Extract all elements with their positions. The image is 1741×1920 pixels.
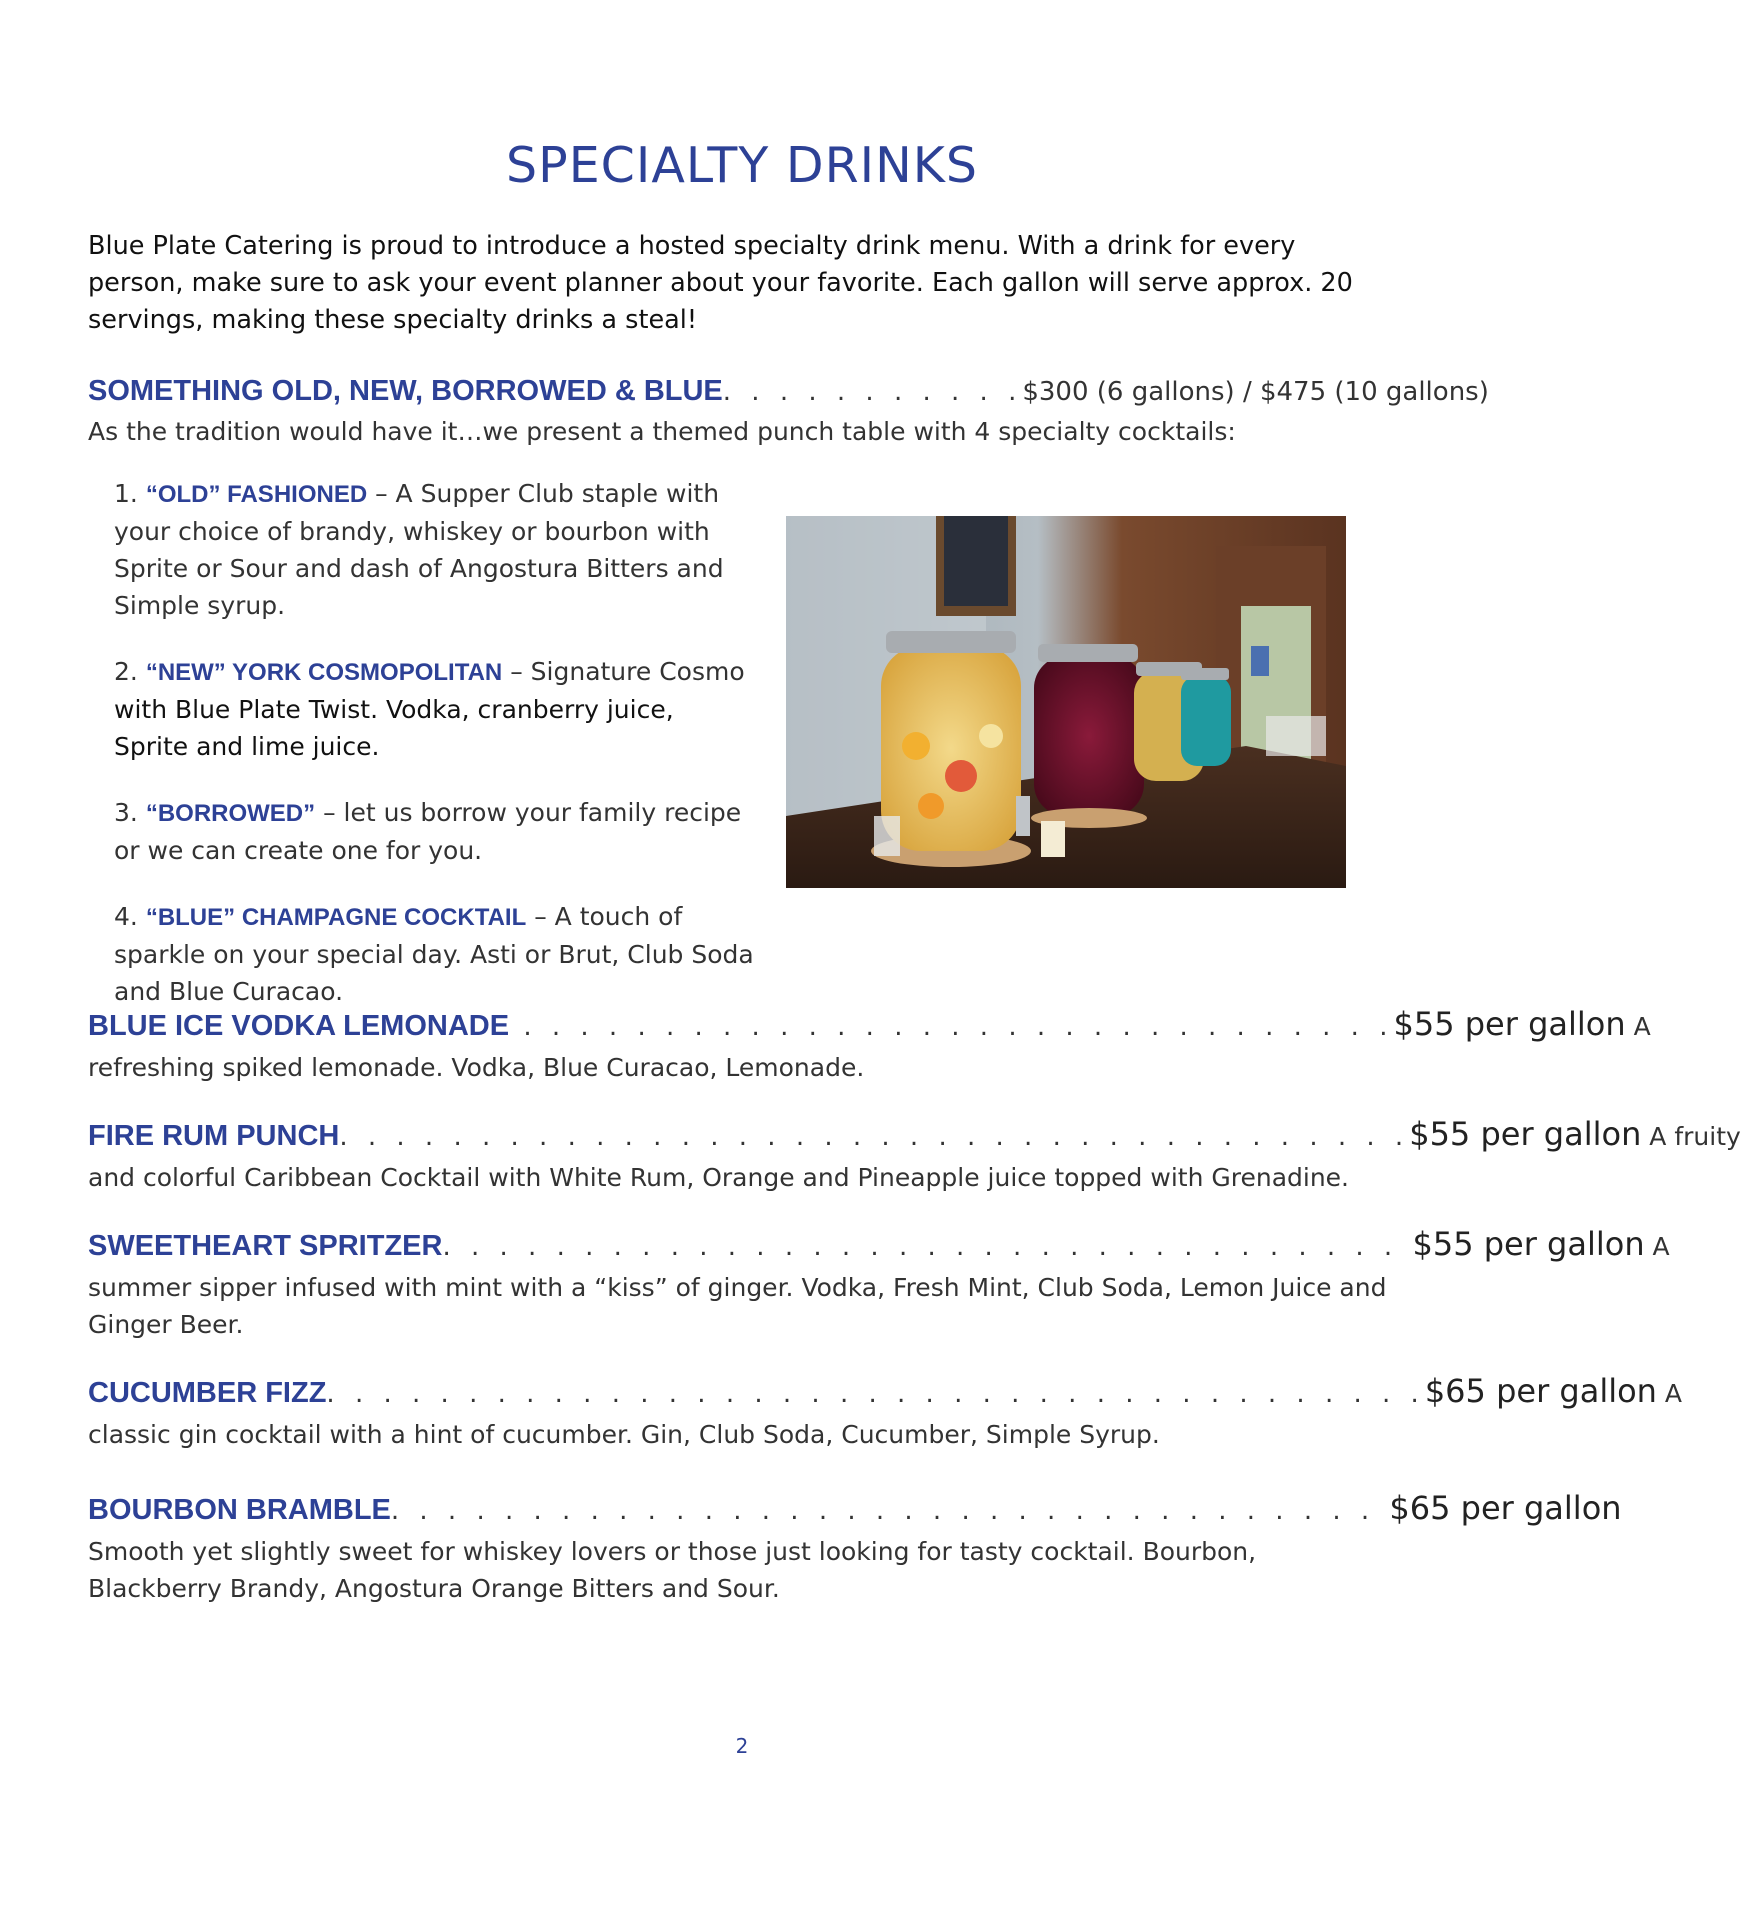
cocktail-description: – let us borrow your family recipe or we can create one for you. <box>114 798 742 865</box>
drink-description: and colorful Caribbean Cocktail with White Rum, Orange and Pineapple juice topped with Grenadine. <box>88 1163 1349 1192</box>
description-lead: A <box>1644 1232 1670 1261</box>
cocktail-name: “NEW” YORK COSMOPOLITAN <box>145 659 503 686</box>
list-item <box>114 794 754 869</box>
drink-heading <box>88 1224 1670 1267</box>
drink-description: refreshing spiked lemonade. Vodka, Blue Curacao, Lemonade. <box>88 1053 865 1082</box>
description-lead: A fruity <box>1641 1122 1741 1151</box>
drink-heading <box>88 1488 1622 1531</box>
drink-heading <box>88 1371 1683 1414</box>
item-price: $65 per gallon <box>1389 1489 1622 1527</box>
cocktail-name: “OLD” FASHIONED <box>145 481 368 508</box>
dot-leader: . . . . . . . . . . . . . . . . . . . . . . . . . . . . . . . <box>509 1012 1394 1042</box>
item-name: BOURBON BRAMBLE <box>88 1494 391 1526</box>
list-item <box>114 898 754 1010</box>
cocktail-description: – A Supper Club staple with your choice of brandy, whiskey or bourbon with Sprite or Sour and dash of Angostura Bitters and Simple syrup. <box>114 479 724 620</box>
drink-heading <box>88 1114 1741 1157</box>
description-lead: A <box>1656 1379 1683 1408</box>
item-name: CUCUMBER FIZZ <box>88 1377 327 1409</box>
cocktail-name: “BORROWED” <box>145 800 316 827</box>
cocktail-description: – Signature Cosmo <box>502 657 745 686</box>
item-name: BLUE ICE VODKA LEMONADE <box>88 1010 510 1042</box>
page-title: SPECIALTY DRINKS <box>506 137 978 194</box>
item-price: $55 per gallon <box>1409 1115 1642 1153</box>
item-name: SWEETHEART SPRITZER <box>88 1230 443 1262</box>
item-price: $300 (6 gallons) / $475 (10 gallons) <box>1022 377 1489 407</box>
dot-leader: . . . . . . . . . . . . . . . . . . . . . . . . . . . . . . . . . . . <box>390 1496 1390 1526</box>
cocktail-list <box>114 475 754 1039</box>
cocktail-description-continued: with Blue Plate Twist. Vodka, cranberry juice, Sprite and lime juice. <box>114 695 674 761</box>
item-name: SOMETHING OLD, NEW, BORROWED & BLUE <box>88 375 723 407</box>
description-lead: A <box>1625 1012 1651 1041</box>
dot-leader: . . . . . . . . . . . . . . . . . . . . . . . . . . . . . . . . . . . . . . . <box>326 1379 1425 1409</box>
drink-description: classic gin cocktail with a hint of cucumber. Gin, Club Soda, Cucumber, Simple Syrup. <box>88 1420 1160 1449</box>
drink-heading <box>88 1004 1651 1047</box>
dot-leader: . . . . . . . . . . . . . . . . . . . . . . . . . . . . . . . . . . . . . . <box>339 1122 1410 1152</box>
punch-heading <box>88 370 1489 412</box>
list-number: 1. <box>114 479 138 508</box>
drink-description: Smooth yet slightly sweet for whiskey lovers or those just looking for tasty cocktail. Bourbon, Blackberry Brandy, Angostura Orange Bitters and Sour. <box>88 1537 1257 1603</box>
item-price: $55 per gallon <box>1412 1225 1645 1263</box>
list-number: 4. <box>114 902 138 931</box>
cocktail-description: – A touch of sparkle on your special day. Asti or Brut, Club Soda and Blue Curacao. <box>114 902 754 1006</box>
list-number: 3. <box>114 798 138 827</box>
dot-leader: . . . . . . . . . . . <box>722 377 1023 407</box>
cocktail-name: “BLUE” CHAMPAGNE COCKTAIL <box>145 904 527 931</box>
punch-description: As the tradition would have it…we present a themed punch table with 4 specialty cocktails: <box>88 417 1236 446</box>
item-price: $55 per gallon <box>1393 1005 1626 1043</box>
punch-table-photo <box>786 516 1346 888</box>
list-item <box>114 475 754 624</box>
item-price: $65 per gallon <box>1424 1372 1657 1410</box>
dot-leader: . . . . . . . . . . . . . . . . . . . . . . . . . . . . . . . . . . <box>442 1232 1413 1262</box>
list-number: 2. <box>114 657 138 686</box>
page-number: 2 <box>735 1734 749 1758</box>
list-item <box>114 653 754 765</box>
intro-paragraph: Blue Plate Catering is proud to introduce a hosted specialty drink menu. With a drink for every person, make sure to ask your event planner about your favorite. Each gallon will serve approx. 20 servings, making these specialty drinks a steal! <box>88 231 1353 335</box>
drink-description: summer sipper infused with mint with a “kiss” of ginger. Vodka, Fresh Mint, Club Soda, Lemon Juice and Ginger Beer. <box>88 1273 1387 1339</box>
item-name: FIRE RUM PUNCH <box>88 1120 340 1152</box>
